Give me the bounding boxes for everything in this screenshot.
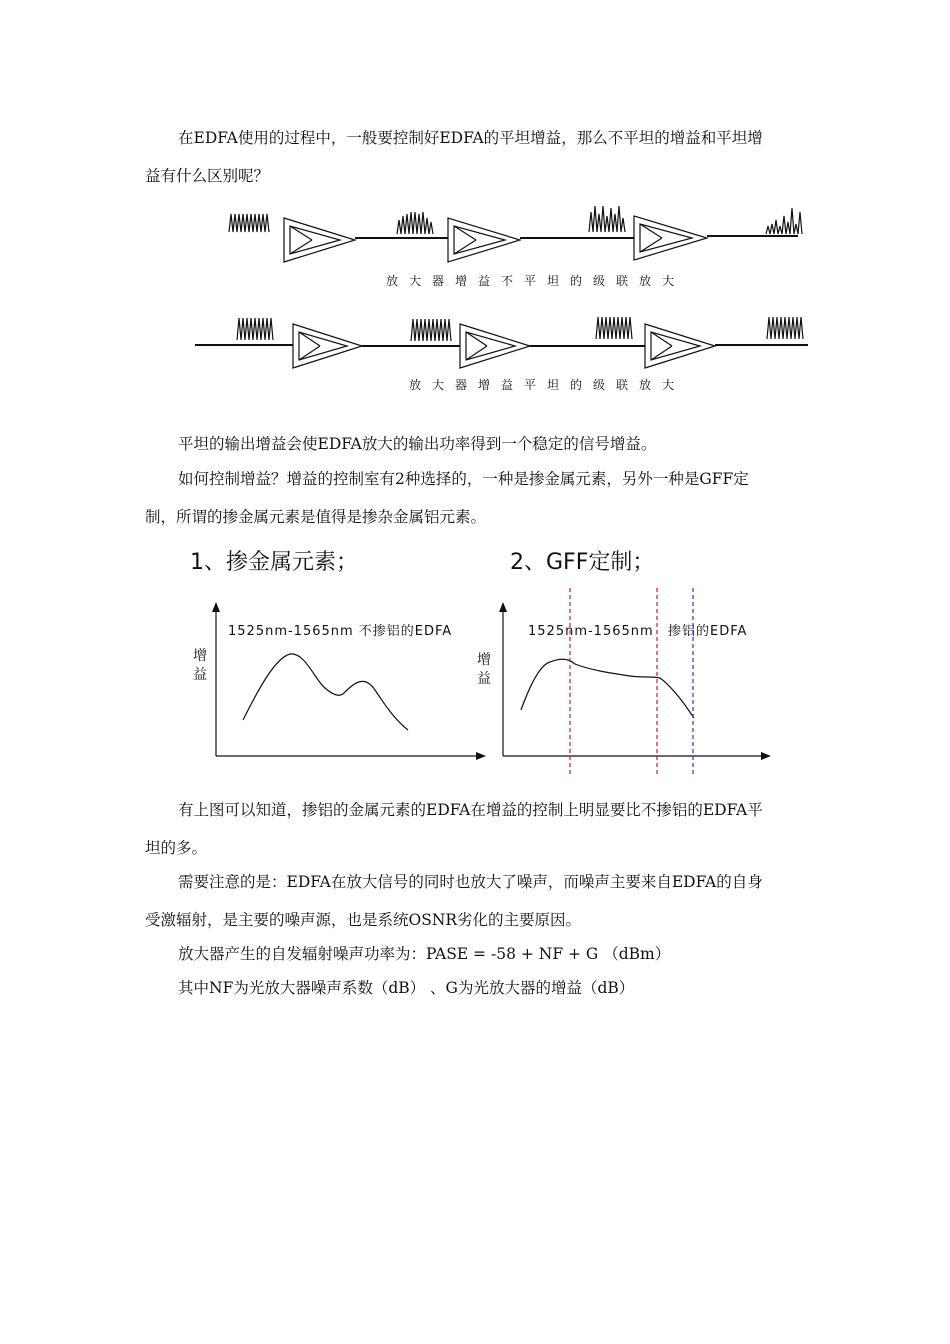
paragraph-1-line-2: 益有什么区别呢？ [145,167,270,185]
x-axis-arrow [761,752,771,760]
amplifier-triangle [634,216,707,260]
paragraph-2: 平坦的输出增益会使EDFA放大的输出功率得到一个稳定的信号增益。 [178,435,657,453]
cascade-amplifier-diagram [0,200,950,400]
signal-pulses-output [766,208,802,234]
x-axis-arrow [476,752,486,760]
signal-pulses-input [229,214,269,232]
paragraph-1-line-1: 在EDFA使用的过程中，一般要控制好EDFA的平坦增益，那么不平坦的增益和平坦增 [178,129,763,147]
y-axis-arrow [212,602,220,612]
paragraph-5-line-2: 受激辐射，是主要的噪声源，也是系统OSNR劣化的主要原因。 [145,911,582,929]
paragraph-3-line-2: 制，所谓的掺金属元素是值得是掺杂金属铝元素。 [145,508,487,526]
signal-pulses-stage-2 [589,206,625,232]
y-label-char-2: 益 [193,667,207,683]
amplifier-triangle [460,324,530,368]
curve-label-undoped: 1525nm-1565nm 不掺铝的EDFA [228,624,453,639]
paragraph-7: 其中NF为光放大器噪声系数（dB） 、G为光放大器的增益（dB） [178,979,635,997]
amplifier-triangle [645,324,715,368]
amplifier-triangle [448,218,520,262]
amplifier-triangle [284,218,355,262]
signal-pulses-stage-2 [596,317,632,339]
y-label-char-1: 增 [477,652,491,668]
curve-label-range: 1525nm-1565nm [528,624,654,639]
gain-curve-doped [521,659,694,718]
y-label-char-1: 增 [193,648,207,664]
signal-pulses-input [237,318,273,340]
paragraph-5-line-1: 需要注意的是：EDFA在放大信号的同时也放大了噪声，而噪声主要来自EDFA的自身 [178,873,763,891]
curve-label-doped: 掺铝的EDFA [668,624,748,639]
paragraph-4-line-2: 坦的多。 [145,839,208,857]
unflat-cascade-row [229,206,802,288]
paragraph-6-formula: 放大器产生的自发辐射噪声功率为：PASE = -58 + NF + G （dBm） [178,945,671,963]
chart-doped-edfa [477,588,771,776]
signal-pulses-output [767,317,803,339]
y-label-char-2: 益 [477,671,491,687]
signal-pulses-stage-1 [411,319,451,341]
caption-unflat: 放大器增益不平坦的级联放大 [386,274,686,288]
gain-comparison-figure [0,540,950,790]
paragraph-4-line-1: 有上图可以知道，掺铝的金属元素的EDFA在增益的控制上明显要比不掺铝的EDFA平 [178,801,763,819]
gain-curve-undoped [243,654,408,730]
signal-pulses-stage-1 [397,212,433,234]
paragraph-3-line-1: 如何控制增益？增益的控制室有2种选择的，一种是掺金属元素，另外一种是GFF定 [178,470,749,488]
chart-undoped-edfa [193,602,486,760]
heading-doped-metal: 1、掺金属元素； [190,550,358,575]
amplifier-triangle [293,324,362,368]
caption-flat: 放大器增益平坦的级联放大 [409,378,686,392]
flat-cascade-row [195,317,808,392]
heading-gff: 2、GFF定制； [510,550,655,575]
y-axis-arrow [499,602,507,612]
